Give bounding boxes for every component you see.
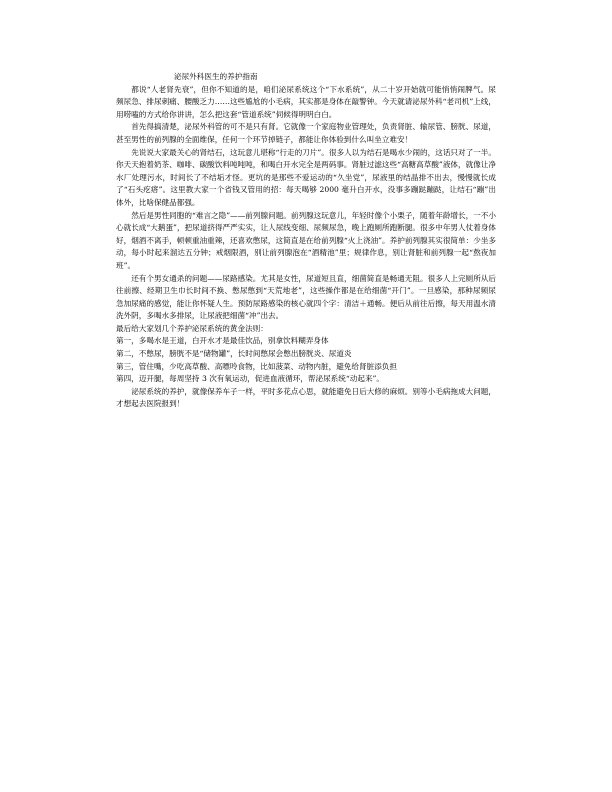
document-title: 泌尿外科医生的养护指南 — [174, 72, 258, 81]
paragraph-kidney-stones: 先说说大家最关心的肾结石，这玩意儿堪称“行走的刀片”。很多人以为结石是喝水少闹的，这话只对了一半。你天天抱着奶茶、咖啡、碳酸饮料吨吨吨，和喝白开水完全是两码事。肾脏过滤这些“高糖高草酸”液体，就像让净水厂处理污水，时间长了不结垢才怪。更坑的是那些不爱运动的“久坐党”，尿液里的结晶排不出去，慢慢就长成了“石头疙瘩”。这里教大家一个省钱又管用的招：每天喝够 2000 毫升白开水，没事多蹦跶蹦跶，让结石“蹦”出体外，比啥保健品都强。 — [116, 147, 496, 207]
paragraph-urinary-infection: 还有个男女通杀的问题——尿路感染。尤其是女性，尿道短且直，细菌简直是畅通无阻。很多人上完厕所从后往前擦、经期卫生巾长时间不换、憋尿憋到“天荒地老”，这些操作都是在给细菌“开门”。一旦感染，那种尿频尿急加尿痛的感觉，能让你怀疑人生。预防尿路感染的核心就四个字：清洁＋通畅。便后从前往后擦，每天用温水清洗外阴，多喝水多排尿，让尿液把细菌“冲”出去。 — [116, 273, 496, 321]
paragraph-prostate: 然后是男性同胞的“难言之隐”——前列腺问题。前列腺这玩意儿，年轻时像个小栗子，随着年龄增长，一不小心就长成“大鹅蛋”，把尿道挤得严严实实，让人尿线变细、尿频尿急，晚上跑厕所跑断腿。很多中年男人仗着身体好，烟酒不离手，顿顿重油重辣，还喜欢憋尿，这简直是在给前列腺“火上浇油”。养护前列腺其实很简单：少坐多动，每小时起来溜达五分钟；戒烟限酒，别让前列腺泡在“酒精池”里；规律作息，别让肾脏和前列腺一起“熬夜加班”。 — [116, 210, 496, 270]
rule-item: 第二，不憋尿，膀胱不是“储物罐”，长时间憋尿会憋出膀胱炎、尿道炎 — [116, 349, 352, 359]
paragraph-intro: 都说“人老肾先衰”，但你不知道的是，咱们泌尿系统这个“下水系统”，从二十岁开始就可能悄悄闹脾气。尿频尿急、排尿刺痛、腰酸乏力……这些尴尬的小毛病，其实都是身体在敲警钟。今天就请泌尿外科“老司机”上线，用唠嗑的方式给你讲讲，怎么把这套“管道系统”伺候得明明白白。 — [116, 84, 496, 119]
rules-intro: 最后给大家划几个养护泌尿系统的黄金法则： — [116, 323, 268, 333]
rule-item: 第一，多喝水是王道，白开水才是最佳饮品，别拿饮料糊弄身体 — [116, 336, 329, 346]
rule-item: 第三，管住嘴，少吃高草酸、高嘌呤食物，比如菠菜、动物内脏，避免给肾脏添负担 — [116, 361, 397, 371]
paragraph-scope: 首先得搞清楚，泌尿外科管的可不是只有肾。它就像一个家庭物业管理处，负责肾脏、输尿管、膀胱、尿道，甚至男性的前列腺的全面维保，任何一个环节掉链子，都能让你体验到什么叫坐立难安！ — [116, 122, 496, 144]
rule-item: 第四，迈开腿，每周坚持 3 次有氧运动，促进血液循环，帮泌尿系统“动起来”。 — [116, 374, 385, 384]
document-page — [116, 71, 496, 411]
paragraph-closing: 泌尿系统的养护，就像保养车子一样，平时多花点心思，就能避免日后大修的麻烦。别等小毛病拖成大问题，才想起去医院报到！ — [116, 386, 496, 409]
